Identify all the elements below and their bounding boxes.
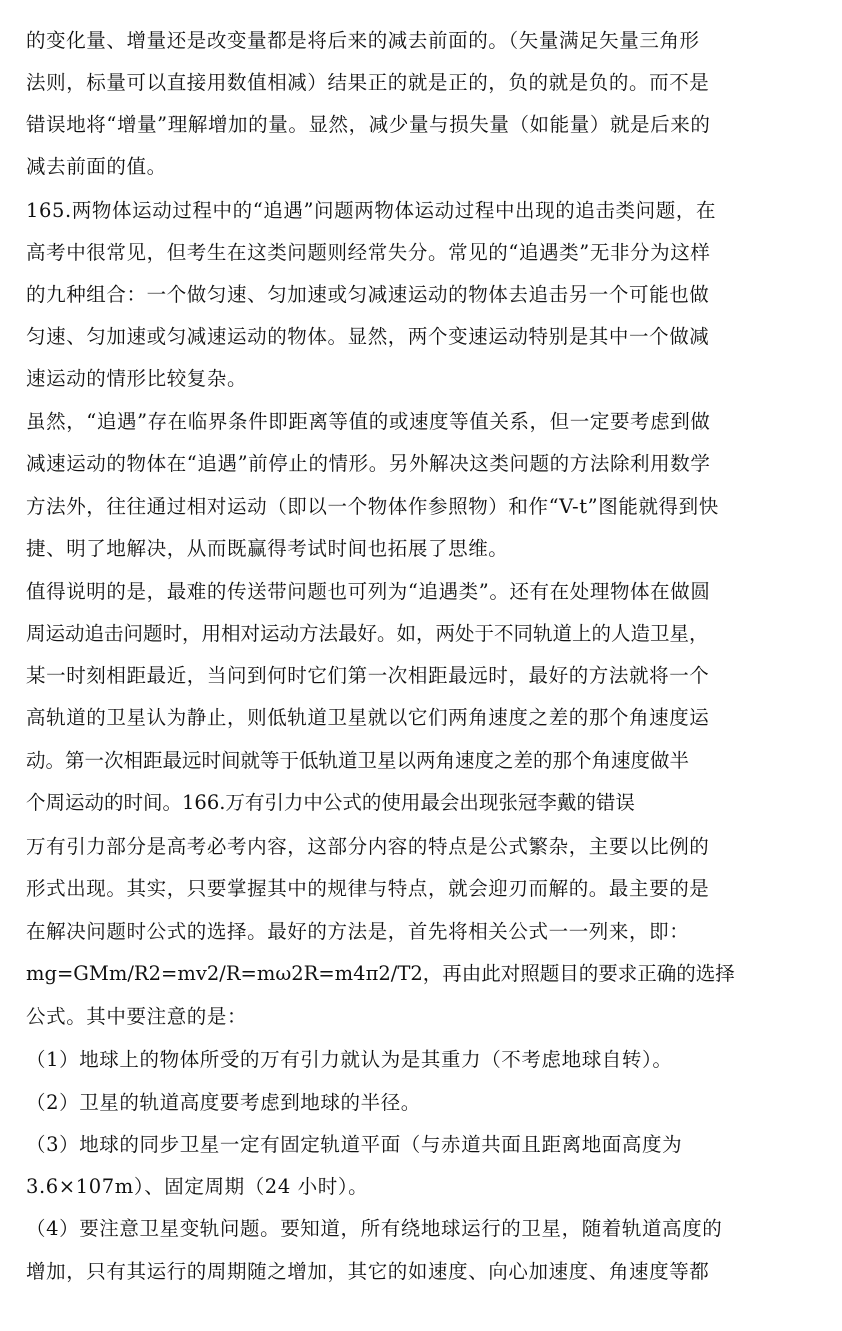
- text-line-27: （3）地球的同步卫星一定有固定轨道平面（与赤道共面且距离地面高度为: [26, 1133, 683, 1156]
- text-line-3: 错误地将“增量”理解增加的量。显然，减少量与损失量（如能量）就是后来的: [26, 113, 711, 136]
- text-line-21: 形式出现。其实，只要掌握其中的规律与特点，就会迎刃而解的。最主要的是: [26, 877, 710, 900]
- text-line-26: （2）卫星的轨道高度要考虑到地球的半径。: [26, 1091, 421, 1114]
- text-line-12: 方法外，往往通过相对运动（即以一个物体作参照物）和作“V-t”图能就得到快: [26, 495, 719, 518]
- text-line-29: （4）要注意卫星变轨问题。要知道，所有绕地球运行的卫星，随着轨道高度的: [26, 1217, 723, 1240]
- text-line-11: 减速运动的物体在“追遇”前停止的情形。另外解决这类问题的方法除利用数学: [26, 452, 711, 475]
- text-line-6: 高考中很常见，但考生在这类问题则经常失分。常见的“追遇类”无非分为这样: [26, 241, 711, 264]
- text-line-9: 速运动的情形比较复杂。: [26, 367, 248, 390]
- text-line-25: （1）地球上的物体所受的万有引力就认为是其重力（不考虑地球自转）。: [26, 1048, 673, 1071]
- text-line-15: 周运动追击问题时，用相对运动方法最好。如，两处于不同轨道上的人造卫星，: [26, 622, 709, 645]
- text-line-14: 值得说明的是，最难的传送带问题也可列为“追遇类”。还有在处理物体在做圆: [26, 580, 711, 603]
- text-line-2: 法则，标量可以直接用数值相减）结果正的就是正的，负的就是负的。而不是: [26, 71, 710, 94]
- text-line-7: 的九种组合：一个做匀速、匀加速或匀减速运动的物体去追击另一个可能也做: [26, 283, 710, 306]
- text-line-13: 捷、明了地解决，从而既赢得考试时间也拓展了思维。: [26, 537, 509, 560]
- text-line-30: 增加，只有其运行的周期随之增加，其它的如速度、向心加速度、角速度等都: [26, 1260, 710, 1283]
- text-line-8: 匀速、匀加速或匀减速运动的物体。显然，两个变速运动特别是其中一个做减: [26, 325, 710, 348]
- text-line-4: 减去前面的值。: [26, 155, 167, 178]
- text-line-28: 3.6×107m）、固定周期（24 小时）。: [26, 1175, 369, 1198]
- text-line-16: 某一时刻相距最近，当问到何时它们第一次相距最远时，最好的方法就将一个: [26, 664, 710, 687]
- text-line-10: 虽然，“追遇”存在临界条件即距离等值的或速度等值关系，但一定要考虑到做: [26, 410, 711, 433]
- text-line-24: 公式。其中要注意的是：: [26, 1005, 248, 1028]
- text-line-23: mg=GMm/R2=mv2/R=mω2R=m4π2/T2，再由此对照题目的要求正确的选择: [26, 962, 735, 985]
- text-line-17: 高轨道的卫星认为静止，则低轨道卫星就以它们两角速度之差的那个角速度运: [26, 706, 710, 729]
- text-line-5: 165.两物体运动过程中的“追遇”问题两物体运动过程中出现的追击类问题，在: [26, 199, 717, 222]
- text-line-18: 动。第一次相距最远时间就等于低轨道卫星以两角速度之差的那个角速度做半: [26, 749, 690, 772]
- text-line-1: 的变化量、增量还是改变量都是将后来的减去前面的。（矢量满足矢量三角形: [26, 29, 700, 52]
- text-line-22: 在解决问题时公式的选择。最好的方法是，首先将相关公式一一列来，即：: [26, 920, 690, 943]
- text-line-19: 个周运动的时间。166.万有引力中公式的使用最会出现张冠李戴的错误: [26, 791, 635, 814]
- text-line-20: 万有引力部分是高考必考内容，这部分内容的特点是公式繁杂，主要以比例的: [26, 835, 710, 858]
